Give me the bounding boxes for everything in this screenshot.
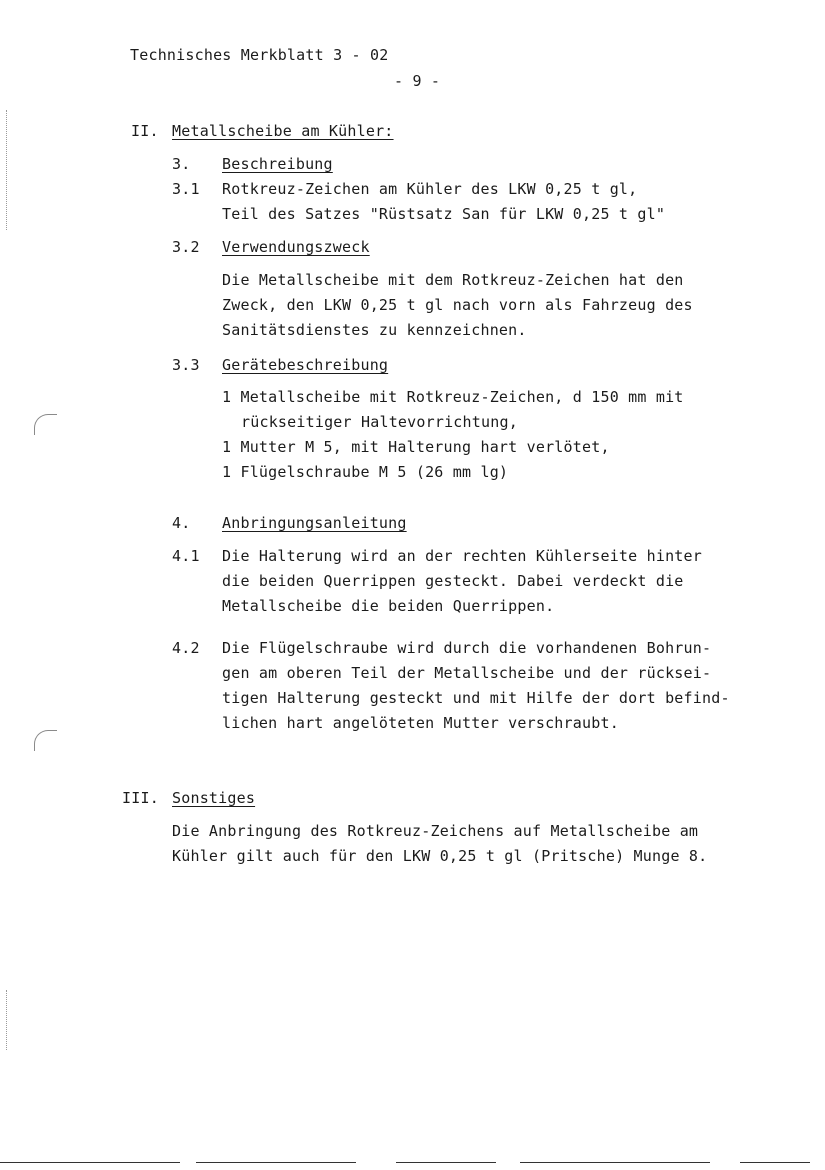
left-edge-scan-mark [6,990,7,1050]
punch-hole-mark [34,414,57,435]
paragraph-line: Die Anbringung des Rotkreuz-Zeichens auf Metallscheibe am [172,822,699,840]
paragraph-line: gen am oberen Teil der Metallscheibe und der rücksei- [222,664,712,682]
paragraph-line: lichen hart angelöteten Mutter verschraubt. [222,714,619,732]
bottom-scan-edge [396,1162,496,1163]
list-item: 1 Metallscheibe mit Rotkreuz-Zeichen, d 150 mm mit [222,388,684,406]
subsection-number: 3.2 [172,238,200,256]
paragraph-line: Rotkreuz-Zeichen am Kühler des LKW 0,25 t gl, [222,180,638,198]
paragraph-line: Metallscheibe die beiden Querrippen. [222,597,555,615]
section-numeral: II. [131,122,159,140]
subsection-number: 3.3 [172,356,200,374]
bottom-scan-edge [0,1162,180,1163]
bottom-scan-edge [520,1162,710,1163]
subsection-title: Gerätebeschreibung [222,356,389,374]
subsection-number: 4. [172,514,191,532]
subsection-number: 3. [172,155,191,173]
subsection-title: Anbringungsanleitung [222,514,407,532]
paragraph-line: Sanitätsdienstes zu kennzeichnen. [222,321,527,339]
subsection-title: Verwendungszweck [222,238,370,256]
paragraph-line: Zweck, den LKW 0,25 t gl nach vorn als Fahrzeug des [222,296,693,314]
paragraph-line: Die Halterung wird an der rechten Kühlerseite hinter [222,547,702,565]
subsection-number: 4.1 [172,547,200,565]
list-item: 1 Flügelschraube M 5 (26 mm lg) [222,463,509,481]
paragraph-line: die beiden Querrippen gesteckt. Dabei verdeckt die [222,572,684,590]
paragraph-line: Teil des Satzes "Rüstsatz San für LKW 0,25 t gl" [222,205,666,223]
punch-hole-mark [34,730,57,751]
subsection-title: Beschreibung [222,155,333,173]
paragraph-line: Kühler gilt auch für den LKW 0,25 t gl (Pritsche) Munge 8. [172,847,708,865]
subsection-number: 4.2 [172,639,200,657]
paragraph-line: tigen Halterung gesteckt und mit Hilfe der dort befind- [222,689,730,707]
page-number: - 9 - [394,72,441,90]
paragraph-line: Die Flügelschraube wird durch die vorhandenen Bohrun- [222,639,712,657]
bottom-scan-edge [196,1162,356,1163]
section-numeral: III. [122,789,159,807]
left-edge-scan-mark [6,110,7,230]
section-title: Sonstiges [172,789,256,807]
list-item: 1 Mutter M 5, mit Halterung hart verlötet, [222,438,610,456]
paragraph-line: Die Metallscheibe mit dem Rotkreuz-Zeichen hat den [222,271,684,289]
bottom-scan-edge [740,1162,810,1163]
section-title: Metallscheibe am Kühler: [172,122,394,140]
list-item-continuation: rückseitiger Haltevorrichtung, [241,413,518,431]
subsection-number: 3.1 [172,180,200,198]
document-header-title: Technisches Merkblatt 3 - 02 [130,46,389,64]
